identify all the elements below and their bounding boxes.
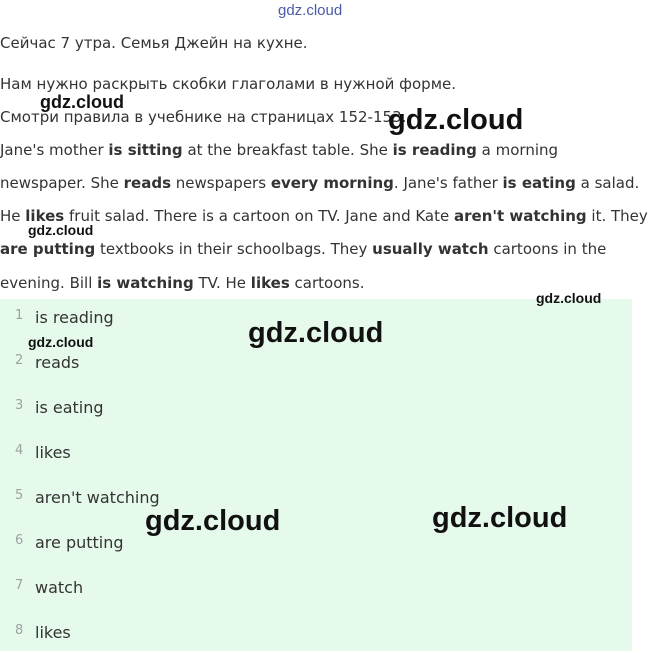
answer-number: 3	[15, 398, 24, 413]
watermark: gdz.cloud	[28, 334, 94, 350]
answer-text: aren't watching	[35, 488, 160, 507]
text-segment: a morning	[476, 141, 559, 159]
text-segment: fruit salad. There is a cartoon on TV. Jane and Kate	[64, 207, 455, 225]
intro-line-2: Нам нужно раскрыть скобки глаголами в нужной форме.	[0, 75, 457, 93]
answer-phrase: is reading	[392, 141, 477, 159]
text-segment: textbooks in their schoolbags. They	[95, 240, 373, 258]
answer-number: 8	[15, 623, 24, 638]
answer-phrase: aren't watching	[454, 207, 587, 225]
answer-text: is reading	[35, 308, 114, 327]
watermark: gdz.cloud	[432, 502, 568, 534]
answer-text: is eating	[35, 398, 104, 417]
watermark: gdz.cloud	[40, 92, 124, 112]
answer-phrase: likes	[25, 207, 65, 225]
answer-number: 7	[15, 578, 24, 593]
answer-text: are putting	[35, 533, 124, 552]
watermark: gdz.cloud	[278, 2, 343, 19]
text-segment: cartoons.	[289, 274, 365, 292]
answer-text: likes	[35, 623, 71, 642]
answer-phrase: every morning	[270, 174, 394, 192]
text-segment: newspapers	[171, 174, 271, 192]
text-segment: it. They	[586, 207, 648, 225]
watermark: gdz.cloud	[388, 104, 524, 136]
text-segment: evening. Bill	[0, 274, 98, 292]
text-segment: . Jane's father	[393, 174, 503, 192]
intro-line-3: Смотри правила в учебнике на страницах 152-153.	[0, 108, 407, 126]
answer-phrase: is watching	[97, 274, 194, 292]
answer-number: 1	[15, 308, 24, 323]
text-segment: TV. He	[193, 274, 251, 292]
answer-phrase: are putting	[0, 240, 96, 258]
watermark: gdz.cloud	[248, 317, 384, 349]
answer-number: 6	[15, 533, 24, 548]
text-segment: a salad.	[575, 174, 640, 192]
answer-number: 2	[15, 353, 24, 368]
text-segment: He	[0, 207, 26, 225]
answer-phrase: usually watch	[372, 240, 489, 258]
answer-phrase: is eating	[502, 174, 576, 192]
answers-panel	[0, 299, 632, 651]
answer-text: watch	[35, 578, 84, 597]
answer-number: 4	[15, 443, 24, 458]
text-line	[0, 240, 606, 258]
text-line	[0, 141, 558, 159]
text-segment: Jane's mother	[0, 141, 109, 159]
intro-line-1: Сейчас 7 утра. Семья Джейн на кухне.	[0, 34, 308, 52]
answer-phrase: is sitting	[108, 141, 183, 159]
text-line	[0, 207, 648, 225]
text-segment: cartoons in the	[488, 240, 607, 258]
text-segment: at the breakfast table. She	[182, 141, 393, 159]
text-line	[0, 174, 639, 192]
answer-phrase: reads	[123, 174, 171, 192]
answer-text: reads	[35, 353, 80, 372]
answer-number: 5	[15, 488, 24, 503]
watermark: gdz.cloud	[536, 290, 602, 306]
watermark: gdz.cloud	[28, 222, 94, 238]
text-line	[0, 274, 364, 292]
watermark: gdz.cloud	[145, 505, 281, 537]
answer-text: likes	[35, 443, 71, 462]
text-segment: newspaper. She	[0, 174, 124, 192]
answer-phrase: likes	[250, 274, 290, 292]
